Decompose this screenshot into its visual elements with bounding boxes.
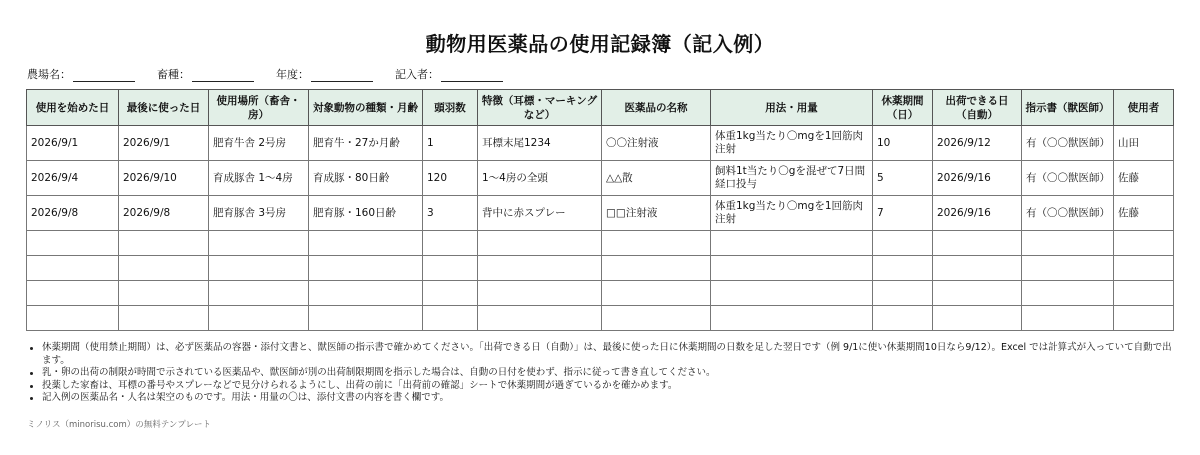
table-cell[interactable]: 有（〇〇獣医師） [1022,126,1114,161]
empty-table-cell[interactable] [602,281,711,306]
empty-table-cell[interactable] [933,231,1022,256]
table-cell[interactable]: 7 [873,196,933,231]
empty-table-cell[interactable] [873,231,933,256]
recorder-blank[interactable] [441,69,503,82]
empty-table-cell[interactable] [873,256,933,281]
empty-table-cell[interactable] [27,231,119,256]
col-header: 使用者 [1114,90,1174,126]
empty-table-cell[interactable] [711,306,873,331]
table-row [27,196,1174,231]
livestock-type-blank[interactable] [192,69,254,82]
empty-table-cell[interactable] [478,306,602,331]
empty-table-cell[interactable] [1022,306,1114,331]
note-item: 休薬期間（使用禁止期間）は、必ず医薬品の容器・添付文書と、獣医師の指示書で確かめてください。「出荷できる日（自動）」は、最後に使った日に休薬期間の日数を足した翌日です（例 9/1に使い休薬期間10日なら9/12）。Excel では計算式が入っていて自動で出ます。 [27,342,1175,367]
empty-table-cell[interactable] [119,306,209,331]
empty-table-cell[interactable] [602,306,711,331]
meta-label-year: 年度： [276,68,309,81]
empty-table-cell[interactable] [602,256,711,281]
meta-field-livestock [157,66,254,82]
empty-table-cell[interactable] [933,256,1022,281]
empty-table-cell[interactable] [309,256,423,281]
empty-table-cell[interactable] [1114,306,1174,331]
empty-table-cell[interactable] [209,306,309,331]
table-cell[interactable]: 肥育牛舎 2号房 [209,126,309,161]
table-cell[interactable]: 120 [423,161,478,196]
empty-table-cell[interactable] [711,231,873,256]
empty-table-cell[interactable] [119,256,209,281]
empty-table-cell[interactable] [933,306,1022,331]
meta-label-livestock: 畜種： [157,68,190,81]
col-header: 医薬品の名称 [602,90,711,126]
table-cell[interactable]: 肥育豚・160日齢 [309,196,423,231]
note-item: 投薬した家畜は、耳標の番号やスプレーなどで見分けられるようにし、出荷の前に「出荷前の確認」シートで休薬期間が過ぎているかを確かめます。 [27,380,1175,393]
empty-table-cell[interactable] [309,231,423,256]
col-header: 使用場所（畜舎・房） [209,90,309,126]
table-cell[interactable]: 佐藤 [1114,196,1174,231]
empty-table-cell[interactable] [1022,231,1114,256]
empty-table-cell[interactable] [478,256,602,281]
notes-list [27,342,1175,405]
meta-label-recorder: 記入者： [395,68,439,81]
empty-table-row [27,231,1174,256]
table-row [27,161,1174,196]
empty-table-cell[interactable] [423,231,478,256]
table-cell[interactable]: 〇〇注射液 [602,126,711,161]
table-cell[interactable]: 飼料1t当たり〇gを混ぜて7日間経口投与 [711,161,873,196]
empty-table-cell[interactable] [309,306,423,331]
empty-table-row [27,306,1174,331]
year-blank[interactable] [311,69,373,82]
empty-table-cell[interactable] [209,281,309,306]
empty-table-cell[interactable] [1022,256,1114,281]
usage-record-table [26,89,1174,331]
empty-table-cell[interactable] [423,281,478,306]
col-header: 使用を始めた日 [27,90,119,126]
table-cell[interactable]: △△散 [602,161,711,196]
empty-table-cell[interactable] [27,281,119,306]
table-cell[interactable]: 育成豚舎 1〜4房 [209,161,309,196]
table-cell[interactable]: 5 [873,161,933,196]
col-header: 休薬期間（日） [873,90,933,126]
empty-table-cell[interactable] [1114,281,1174,306]
empty-table-cell[interactable] [27,306,119,331]
table-cell[interactable]: 2026/9/1 [119,126,209,161]
table-cell[interactable]: 2026/9/1 [27,126,119,161]
table-cell[interactable]: 耳標末尾1234 [478,126,602,161]
note-item: 記入例の医薬品名・人名は架空のものです。用法・用量の〇は、添付文書の内容を書く欄です。 [27,392,1175,405]
meta-field-farm [27,66,135,82]
empty-table-cell[interactable] [1022,281,1114,306]
table-cell[interactable]: 2026/9/4 [27,161,119,196]
empty-table-cell[interactable] [711,281,873,306]
empty-table-cell[interactable] [602,231,711,256]
empty-table-cell[interactable] [209,256,309,281]
empty-table-cell[interactable] [478,231,602,256]
table-cell[interactable]: □□注射液 [602,196,711,231]
col-header: 対象動物の種類・月齢 [309,90,423,126]
table-cell[interactable]: 体重1kg当たり〇mgを1回筋肉注射 [711,126,873,161]
empty-table-cell[interactable] [478,281,602,306]
meta-fields [27,66,525,82]
meta-field-year [276,66,373,82]
table-cell[interactable]: 山田 [1114,126,1174,161]
empty-table-cell[interactable] [209,231,309,256]
col-header: 特徴（耳標・マーキングなど） [478,90,602,126]
table-cell[interactable]: 有（〇〇獣医師） [1022,161,1114,196]
empty-table-cell[interactable] [711,256,873,281]
footer-credit: ミノリス（minorisu.com）の無料テンプレート [27,420,211,430]
table-cell[interactable]: 10 [873,126,933,161]
empty-table-cell[interactable] [423,306,478,331]
table-row [27,126,1174,161]
table-cell[interactable]: 1 [423,126,478,161]
note-item: 乳・卵の出荷の制限が時間で示されている医薬品や、獣医師が別の出荷制限期間を指示した場合は、自動の日付を使わず、指示に従って書き直してください。 [27,367,1175,380]
col-header: 頭羽数 [423,90,478,126]
table-cell[interactable]: 1〜4房の全頭 [478,161,602,196]
table-cell[interactable]: 2026/9/10 [119,161,209,196]
table-cell[interactable]: 2026/9/8 [27,196,119,231]
empty-table-cell[interactable] [27,256,119,281]
table-cell[interactable]: 佐藤 [1114,161,1174,196]
empty-table-cell[interactable] [1114,231,1174,256]
table-cell[interactable]: 2026/9/16 [933,161,1022,196]
table-body [27,126,1174,331]
empty-table-cell[interactable] [309,281,423,306]
table-cell[interactable]: 肥育牛・27か月齢 [309,126,423,161]
empty-table-cell[interactable] [1114,256,1174,281]
page-title: 動物用医薬品の使用記録簿（記入例） [425,32,775,56]
empty-table-cell[interactable] [119,231,209,256]
table-cell[interactable]: 育成豚・80日齢 [309,161,423,196]
empty-table-cell[interactable] [873,306,933,331]
table-cell[interactable]: 2026/9/16 [933,196,1022,231]
meta-field-recorder [395,66,503,82]
table-cell[interactable]: 2026/9/12 [933,126,1022,161]
table-cell[interactable]: 体重1kg当たり〇mgを1回筋肉注射 [711,196,873,231]
empty-table-row [27,256,1174,281]
empty-table-cell[interactable] [423,256,478,281]
col-header: 最後に使った日 [119,90,209,126]
empty-table-row [27,281,1174,306]
table-cell[interactable]: 2026/9/8 [119,196,209,231]
table-cell[interactable]: 有（〇〇獣医師） [1022,196,1114,231]
col-header: 指示書（獣医師） [1022,90,1114,126]
empty-table-cell[interactable] [933,281,1022,306]
table-cell[interactable]: 肥育豚舎 3号房 [209,196,309,231]
empty-table-cell[interactable] [873,281,933,306]
col-header: 用法・用量 [711,90,873,126]
farm-name-blank[interactable] [73,69,135,82]
table-cell[interactable]: 3 [423,196,478,231]
table-cell[interactable]: 背中に赤スプレー [478,196,602,231]
meta-label-farm: 農場名： [27,68,71,81]
header-row [27,90,1174,126]
col-header: 出荷できる日（自動） [933,90,1022,126]
empty-table-cell[interactable] [119,281,209,306]
